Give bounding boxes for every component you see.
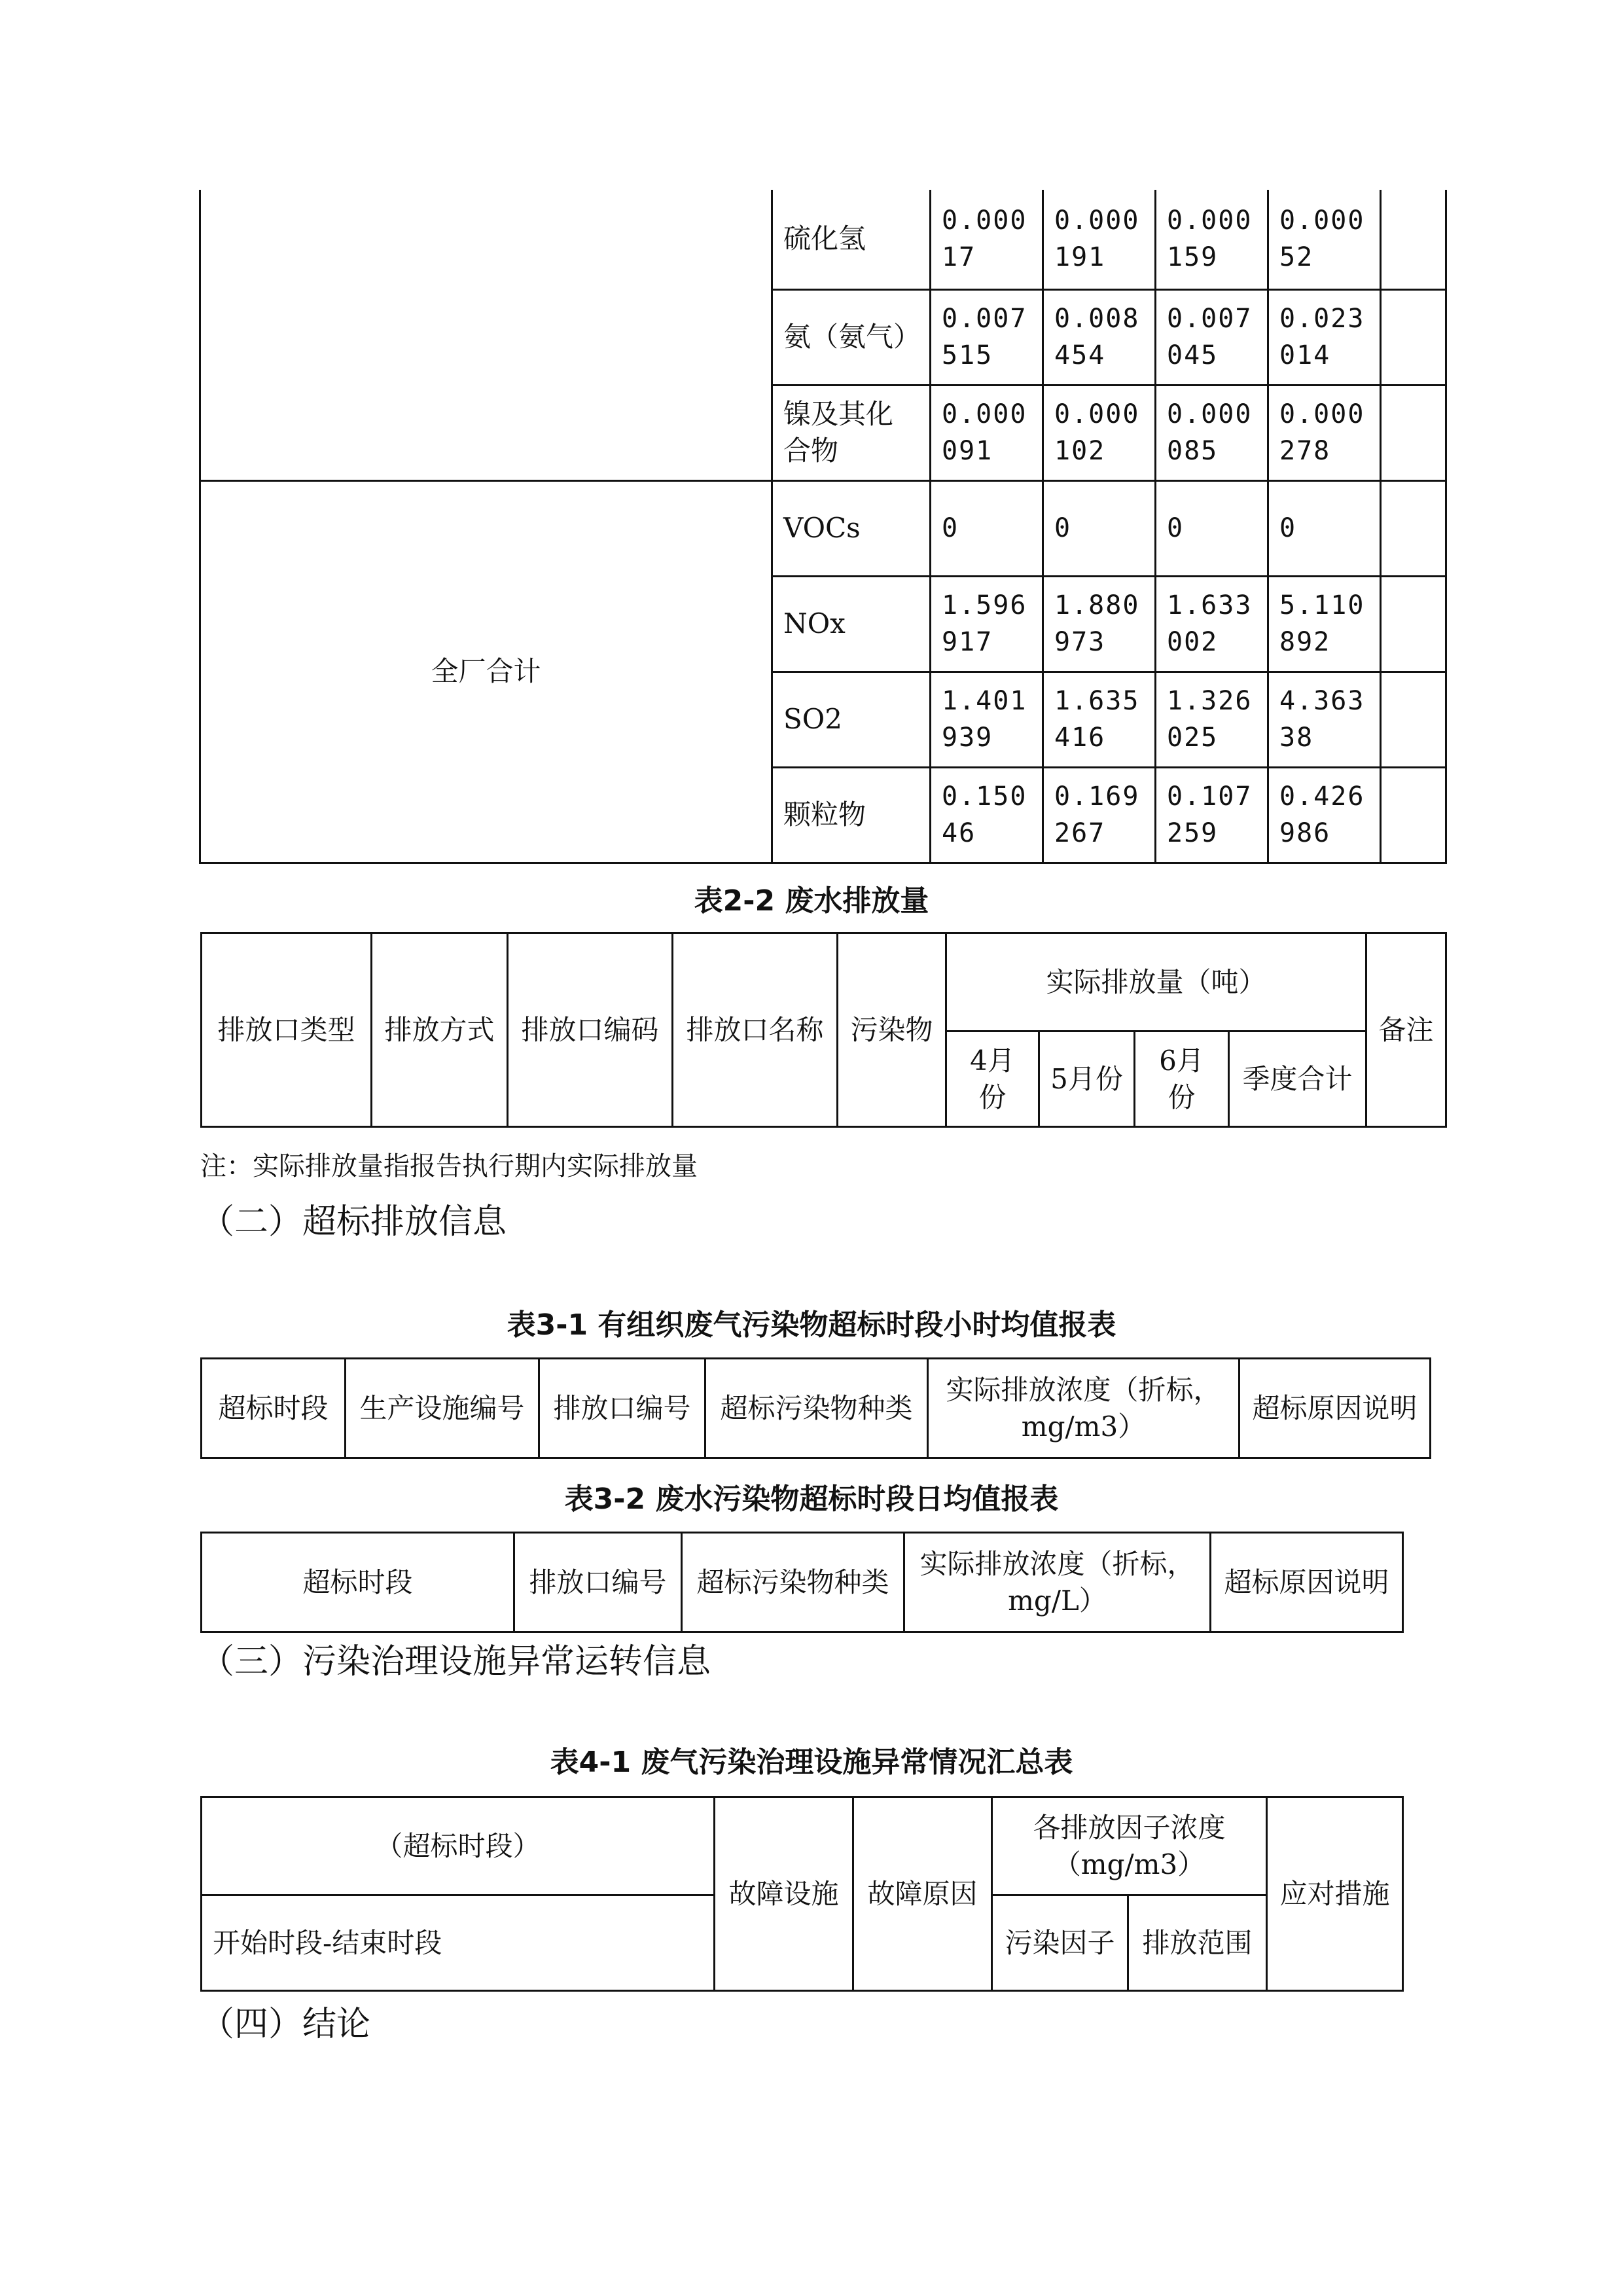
- header-cell: 超标原因说明: [1240, 1359, 1431, 1458]
- remark-cell: [1381, 190, 1446, 289]
- value-cell: 0.000085: [1156, 385, 1268, 480]
- header-cell: 污染物: [838, 933, 946, 1127]
- pollutant-name: SO2: [772, 672, 931, 767]
- remark-cell: [1381, 385, 1446, 480]
- value-cell: 0.107259: [1156, 767, 1268, 863]
- table-caption: 表4-1 废气污染治理设施异常情况汇总表: [550, 1746, 1073, 1779]
- value-cell: 1.326025: [1156, 672, 1268, 767]
- header-cell: 超标时段: [202, 1359, 346, 1458]
- pollutant-name: 氨（氨气）: [772, 289, 931, 385]
- value-cell: 0.000091: [931, 385, 1043, 480]
- pollutant-name: 硫化氢: [772, 190, 931, 289]
- value-cell: 1.633002: [1156, 576, 1268, 672]
- header-cell: 排放口名称: [673, 933, 838, 1127]
- value-cell: 0: [1156, 480, 1268, 576]
- header-cell: 开始时段-结束时段: [202, 1895, 715, 1991]
- header-cell: 实际排放浓度（折标，mg/L）: [904, 1533, 1211, 1632]
- section-heading: （三）污染治理设施异常运转信息: [200, 1642, 711, 1681]
- value-cell: 0: [1043, 480, 1156, 576]
- table-note: 注：实际排放量指报告执行期内实际排放量: [200, 1151, 698, 1181]
- header-cell: 生产设施编号: [346, 1359, 539, 1458]
- header-cell: 故障原因: [853, 1797, 992, 1991]
- header-cell: 排放范围: [1128, 1895, 1267, 1991]
- pollutant-name: 镍及其化合物: [772, 385, 931, 480]
- header-cell: 故障设施: [715, 1797, 853, 1991]
- value-cell: 0.00017: [931, 190, 1043, 289]
- header-cell: 超标时段: [202, 1533, 514, 1632]
- value-cell: 0: [1268, 480, 1381, 576]
- value-cell: 0.169267: [1043, 767, 1156, 863]
- pollutant-name: NOx: [772, 576, 931, 672]
- remark-cell: [1381, 289, 1446, 385]
- remark-cell: [1381, 576, 1446, 672]
- value-cell: 5.110892: [1268, 576, 1381, 672]
- remark-cell: [1381, 672, 1446, 767]
- header-cell: 排放方式: [372, 933, 508, 1127]
- header-cell: 超标污染物种类: [682, 1533, 904, 1632]
- section-heading: （四）结论: [200, 2005, 371, 2044]
- value-cell: 0.000102: [1043, 385, 1156, 480]
- header-cell: 应对措施: [1267, 1797, 1403, 1991]
- table-caption: 表2-2 废水排放量: [694, 884, 929, 918]
- value-cell: 1.635416: [1043, 672, 1156, 767]
- header-cell: 排放口编号: [539, 1359, 705, 1458]
- value-cell: 0.00052: [1268, 190, 1381, 289]
- value-cell: 1.880973: [1043, 576, 1156, 672]
- value-cell: 0.000191: [1043, 190, 1156, 289]
- abnormal-facility-table: [200, 1796, 1404, 1992]
- table-caption: 表3-2 废水污染物超标时段日均值报表: [564, 1482, 1059, 1516]
- value-cell: 0.000278: [1268, 385, 1381, 480]
- header-cell: 备注: [1366, 933, 1446, 1127]
- value-cell: 0.426986: [1268, 767, 1381, 863]
- header-cell: 超标原因说明: [1211, 1533, 1403, 1632]
- header-cell: 排放口编码: [508, 933, 673, 1127]
- header-cell: （超标时段）: [202, 1797, 715, 1895]
- emission-table-continued: [199, 190, 1447, 864]
- value-cell: 0.007515: [931, 289, 1043, 385]
- value-cell: 0.008454: [1043, 289, 1156, 385]
- table-caption: 表3-1 有组织废气污染物超标时段小时均值报表: [507, 1308, 1116, 1342]
- value-cell: 0.000159: [1156, 190, 1268, 289]
- pollutant-name: 颗粒物: [772, 767, 931, 863]
- header-cell: 各排放因子浓度（mg/m3）: [992, 1797, 1267, 1895]
- value-cell: 1.401939: [931, 672, 1043, 767]
- header-cell: 实际排放浓度（折标，mg/m3）: [928, 1359, 1240, 1458]
- exceed-water-table: [200, 1532, 1404, 1633]
- month-header: 5月份: [1039, 1031, 1135, 1127]
- value-cell: 0.15046: [931, 767, 1043, 863]
- header-cell: 超标污染物种类: [705, 1359, 928, 1458]
- remark-cell: [1381, 767, 1446, 863]
- total-label: 全厂合计: [200, 480, 772, 863]
- blank-merged-cell: [200, 190, 772, 480]
- value-cell: 0.007045: [1156, 289, 1268, 385]
- wastewater-table: [200, 932, 1447, 1128]
- header-cell: 排放口编号: [514, 1533, 682, 1632]
- month-header: 6月份: [1135, 1031, 1229, 1127]
- remark-cell: [1381, 480, 1446, 576]
- month-header: 季度合计: [1229, 1031, 1366, 1127]
- pollutant-name: VOCs: [772, 480, 931, 576]
- value-cell: 4.36338: [1268, 672, 1381, 767]
- header-cell: 排放口类型: [202, 933, 372, 1127]
- header-cell: 实际排放量（吨）: [946, 933, 1366, 1031]
- value-cell: 1.596917: [931, 576, 1043, 672]
- value-cell: 0.023014: [1268, 289, 1381, 385]
- value-cell: 0: [931, 480, 1043, 576]
- month-header: 4月份: [946, 1031, 1039, 1127]
- exceed-gas-table: [200, 1357, 1431, 1459]
- section-heading: （二）超标排放信息: [200, 1202, 507, 1242]
- header-cell: 污染因子: [992, 1895, 1128, 1991]
